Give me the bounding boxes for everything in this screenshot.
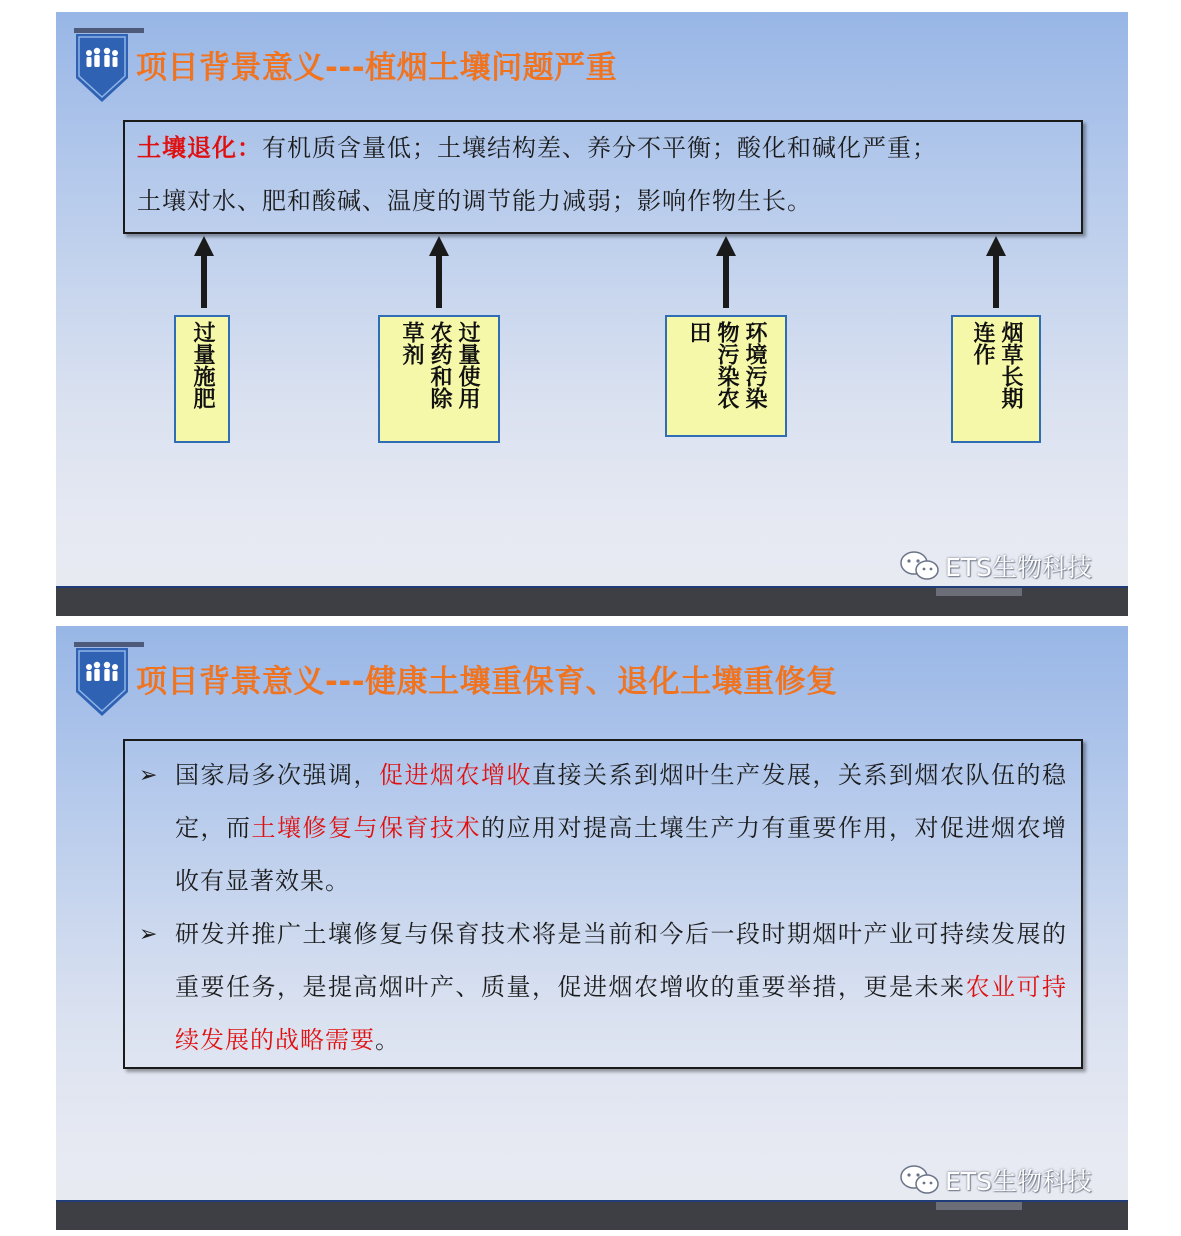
cause-text: 过量施肥 (190, 321, 215, 409)
cause-text: 过量使用 (455, 321, 480, 409)
watermark-text: ETS生物科技 (945, 553, 1092, 582)
cause-text: 农药和除 (427, 321, 452, 409)
team-badge-icon (76, 34, 128, 104)
bullet-list (125, 741, 1081, 1067)
bullet-text: 研发并推广土壤修复与保育技术将是当前和今后一段时期烟叶产业可持续发展的重要任务，是提高烟叶产、质量，促进烟农增收的重要举措，更是未来 (175, 920, 1067, 1001)
cause-box-overfertilization (174, 315, 230, 443)
degradation-label: 土壤退化： (137, 134, 262, 162)
footer-tab (936, 588, 1022, 596)
cause-text: 草剂 (399, 321, 424, 365)
cause-text: 烟草长期 (998, 321, 1023, 409)
slide-title: 项目背景意义---健康土壤重保育、退化土壤重修复 (136, 664, 838, 700)
degradation-line-1 (125, 122, 1081, 175)
bullet-item (125, 749, 1081, 908)
wechat-icon (899, 550, 941, 582)
highlight-text: 农业可持续发展的战略需要 (175, 973, 1067, 1054)
up-arrow-icon (427, 236, 451, 308)
bullet-text: 国家局多次强调， (175, 761, 379, 789)
bullet-text: 的应用对提高土壤生产力有重要作用，对促进烟农增收有显著效果。 (175, 814, 1067, 895)
up-arrow-icon (984, 236, 1008, 308)
watermark (899, 548, 1092, 584)
watermark (899, 1162, 1092, 1198)
degradation-line-2: 土壤对水、肥和酸碱、温度的调节能力减弱；影响作物生长。 (137, 187, 812, 215)
footer-tab (936, 1202, 1022, 1210)
bullet-arrow-icon: ➢ (139, 922, 159, 947)
cause-box-pesticide-overuse (378, 315, 500, 443)
bullet-item (125, 908, 1081, 1067)
slide-soil-problems (56, 12, 1128, 616)
policy-text-box (123, 739, 1083, 1069)
cause-text: 田 (686, 321, 711, 343)
highlight-text: 土壤修复与保育技术 (251, 814, 481, 842)
cause-text: 物污染农 (714, 321, 739, 409)
header-bar (74, 28, 144, 33)
bullet-text: 。 (375, 1026, 400, 1054)
header-bar (74, 642, 144, 647)
bullet-arrow-icon: ➢ (139, 763, 159, 788)
cause-box-environmental-pollution (665, 315, 787, 437)
bullet-text: 直接关系到烟叶生产发展，关系到烟农队伍的稳定，而 (175, 761, 1067, 842)
highlight-text: 促进烟农增收 (379, 761, 532, 789)
soil-degradation-box (123, 120, 1083, 234)
degradation-text-1: 有机质含量低；土壤结构差、养分不平衡；酸化和碱化严重； (262, 134, 937, 162)
wechat-icon (899, 1164, 941, 1196)
watermark-text: ETS生物科技 (945, 1167, 1092, 1196)
slide-title: 项目背景意义---植烟土壤问题严重 (136, 50, 618, 86)
slide-soil-restoration (56, 626, 1128, 1230)
up-arrow-icon (714, 236, 738, 308)
cause-text: 连作 (970, 321, 995, 365)
cause-box-continuous-cropping (951, 315, 1041, 443)
up-arrow-icon (192, 236, 216, 308)
cause-text: 环境污染 (742, 321, 767, 409)
team-badge-icon (76, 648, 128, 718)
